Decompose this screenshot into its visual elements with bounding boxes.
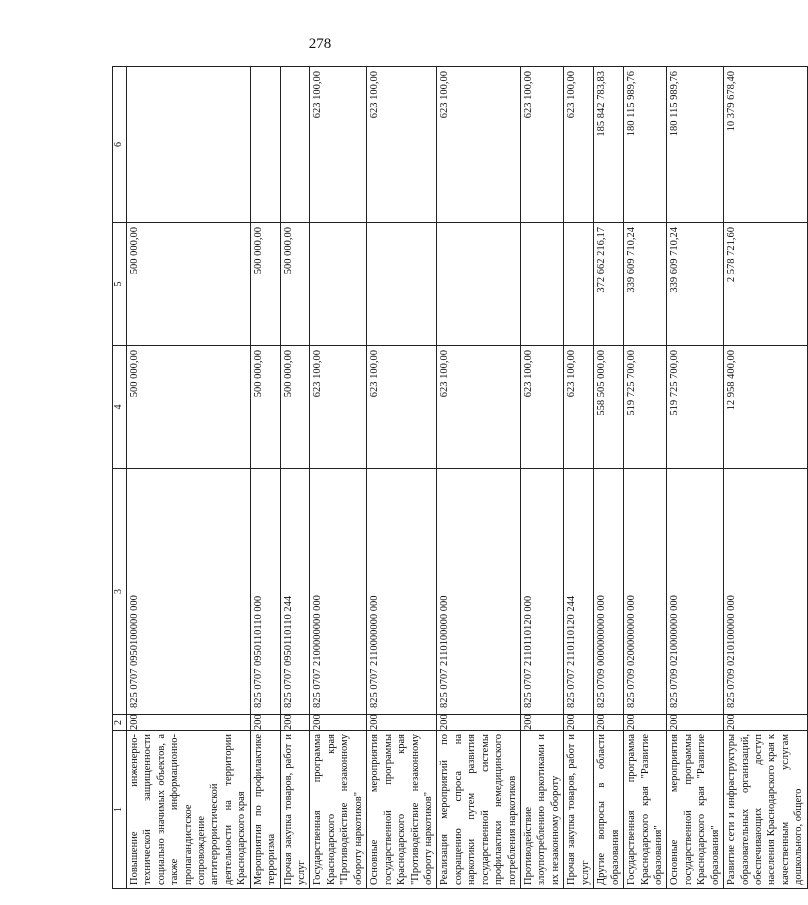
row-kvr: 200 — [667, 715, 724, 731]
row-name: Прочая закупка товаров, работ и услуг — [280, 731, 310, 889]
page-number: 278 — [308, 36, 332, 52]
row-code: 825 0707 0950100000 000 — [126, 469, 250, 715]
row-value-5 — [310, 223, 367, 346]
row-kvr: 200 — [367, 715, 437, 731]
header-col-6: 6 — [113, 67, 127, 223]
row-value-5: 372 662 216,17 — [594, 223, 624, 346]
row-value-6: 623 100,00 — [367, 67, 437, 223]
row-value-5: 500 000,00 — [126, 223, 250, 346]
row-name: Прочая закупка товаров, работ и услуг — [564, 731, 594, 889]
row-code: 825 0707 0950110110 244 — [280, 469, 310, 715]
table-row — [250, 67, 280, 889]
row-value-6 — [250, 67, 280, 223]
row-value-6 — [126, 67, 250, 223]
row-code: 825 0707 2110110120 000 — [521, 469, 564, 715]
row-value-4: 500 000,00 — [126, 346, 250, 469]
budget-table — [112, 66, 808, 889]
table-row — [437, 67, 521, 889]
row-kvr: 200 — [310, 715, 367, 731]
row-kvr: 200 — [724, 715, 808, 731]
row-value-5 — [437, 223, 521, 346]
row-kvr: 200 — [126, 715, 250, 731]
header-col-2: 2 — [113, 715, 127, 731]
row-value-4: 623 100,00 — [367, 346, 437, 469]
table-row — [126, 67, 250, 889]
table-row — [594, 67, 624, 889]
row-code: 825 0707 2110100000 000 — [437, 469, 521, 715]
row-value-5: 339 609 710,24 — [624, 223, 667, 346]
row-value-4: 519 725 700,00 — [624, 346, 667, 469]
table-row — [310, 67, 367, 889]
header-col-4: 4 — [113, 346, 127, 469]
row-value-4: 623 100,00 — [564, 346, 594, 469]
row-name: Мероприятия по профилактике терроризма — [250, 731, 280, 889]
row-code: 825 0709 0210000000 000 — [667, 469, 724, 715]
row-kvr: 200 — [437, 715, 521, 731]
row-value-4: 623 100,00 — [310, 346, 367, 469]
row-name: Противодействие злоупотреблению наркотиками и их незаконному обороту — [521, 731, 564, 889]
row-name: Государственная программа Краснодарского края "Развитие образования" — [624, 731, 667, 889]
row-code: 825 0709 0200000000 000 — [624, 469, 667, 715]
row-value-5: 2 578 721,60 — [724, 223, 808, 346]
row-value-4: 12 958 400,00 — [724, 346, 808, 469]
table-row — [367, 67, 437, 889]
header-col-5: 5 — [113, 223, 127, 346]
row-value-4: 623 100,00 — [521, 346, 564, 469]
row-value-5 — [521, 223, 564, 346]
table-header-row — [113, 67, 127, 889]
table-row — [521, 67, 564, 889]
row-name: Государственная программа Краснодарского края "Противодействие незаконному обороту наркотиков" — [310, 731, 367, 889]
row-kvr: 200 — [280, 715, 310, 731]
row-code: 825 0709 0210100000 000 — [724, 469, 808, 715]
row-value-6: 623 100,00 — [310, 67, 367, 223]
row-name: Другие вопросы в области образования — [594, 731, 624, 889]
row-value-6: 623 100,00 — [437, 67, 521, 223]
row-value-5 — [564, 223, 594, 346]
row-kvr: 200 — [521, 715, 564, 731]
row-code: 825 0707 2100000000 000 — [310, 469, 367, 715]
rotated-table-container — [112, 67, 805, 889]
header-col-3: 3 — [113, 469, 127, 715]
table-row — [564, 67, 594, 889]
row-value-6 — [280, 67, 310, 223]
row-value-5 — [367, 223, 437, 346]
row-kvr: 200 — [564, 715, 594, 731]
row-kvr: 200 — [594, 715, 624, 731]
row-name: Реализация мероприятий по сокращению спроса на наркотики путем развития государственной системы профилактики немедицинского потребления наркотиков — [437, 731, 521, 889]
row-value-5: 500 000,00 — [280, 223, 310, 346]
row-code: 825 0707 0950110110 000 — [250, 469, 280, 715]
row-value-4: 623 100,00 — [437, 346, 521, 469]
row-value-4: 500 000,00 — [280, 346, 310, 469]
row-value-4: 500 000,00 — [250, 346, 280, 469]
row-kvr: 200 — [250, 715, 280, 731]
row-value-6: 10 379 678,40 — [724, 67, 808, 223]
table-row — [280, 67, 310, 889]
row-code: 825 0709 0000000000 000 — [594, 469, 624, 715]
row-name: Основные мероприятия государственной программы Краснодарского края "Развитие образования" — [667, 731, 724, 889]
row-code: 825 0707 2110000000 000 — [367, 469, 437, 715]
header-col-1: 1 — [113, 731, 127, 889]
row-name: Развитие сети и инфраструктуры образовательных организаций, обеспечивающих доступ населения Краснодарского края к качественным услугам дошкольного, общего — [724, 731, 808, 889]
table-row — [624, 67, 667, 889]
row-value-5: 500 000,00 — [250, 223, 280, 346]
row-value-6: 180 115 989,76 — [667, 67, 724, 223]
table-row — [724, 67, 808, 889]
row-value-6: 623 100,00 — [521, 67, 564, 223]
row-value-5: 339 609 710,24 — [667, 223, 724, 346]
row-value-4: 558 505 000,00 — [594, 346, 624, 469]
row-kvr: 200 — [624, 715, 667, 731]
row-name: Основные мероприятия государственной программы Краснодарского края "Противодействие незаконному обороту наркотиков" — [367, 731, 437, 889]
row-code: 825 0707 2110110120 244 — [564, 469, 594, 715]
row-value-6: 185 842 783,83 — [594, 67, 624, 223]
row-value-6: 623 100,00 — [564, 67, 594, 223]
row-value-6: 180 115 989,76 — [624, 67, 667, 223]
row-value-4: 519 725 700,00 — [667, 346, 724, 469]
table-row — [667, 67, 724, 889]
row-name: Повышение инженерно-технической защищенности социально значимых объектов, а также информационно-пропагандистское сопровождение антитеррористической деятельности на территории Краснодарского края — [126, 731, 250, 889]
